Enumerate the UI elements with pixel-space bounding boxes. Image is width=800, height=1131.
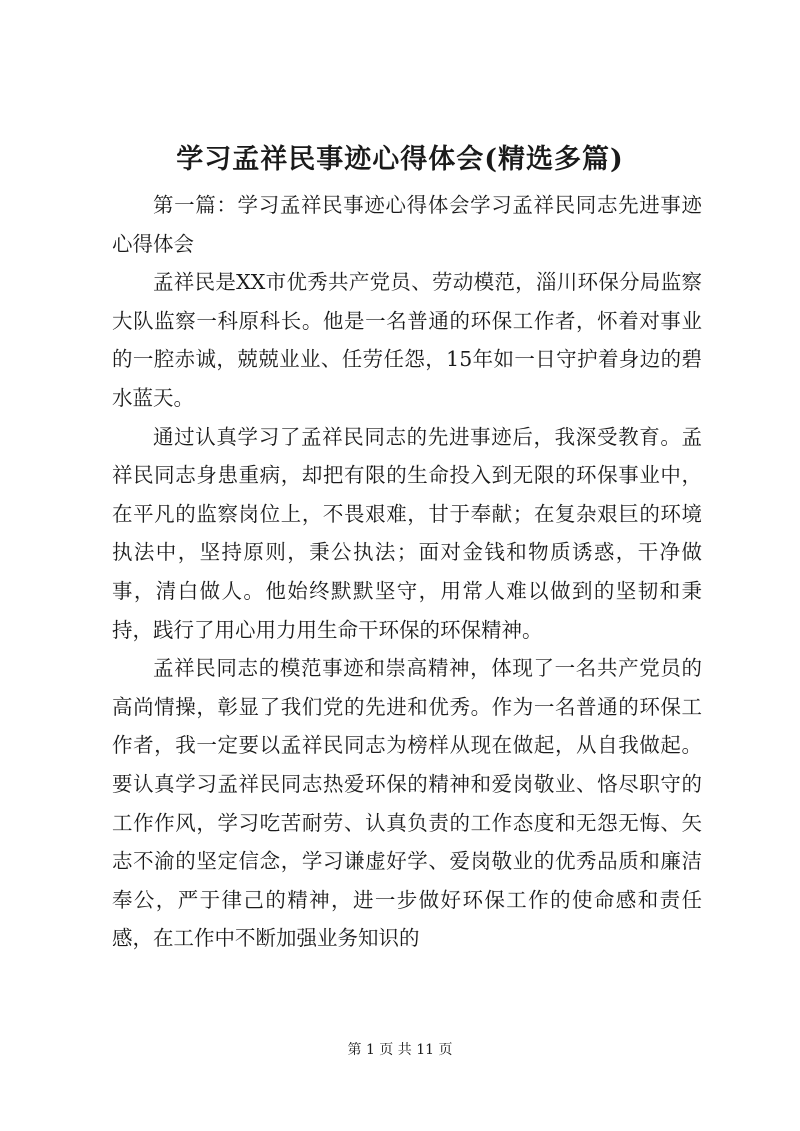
document-title: 学习孟祥民事迹心得体会(精选多篇) bbox=[176, 144, 624, 175]
paragraph: 孟祥民同志的模范事迹和崇高精神，体现了一名共产党员的高尚情操，彰显了我们党的先进和优秀。作为一名普通的环保工作者，我一定要以孟祥民同志为榜样从现在做起，从自我做起。要认真学习孟祥民同志热爱环保的精神和爱岗敬业、恪尽职守的工作作风，学习吃苦耐劳、认真负责的工作态度和无怨无悔、矢志不渝的坚定信念，学习谦虚好学、爱岗敬业的优秀品质和廉洁奉公，严于律己的精神，进一步做好环保工作的使命感和责任感，在工作中不断加强业务知识的 bbox=[112, 656, 702, 951]
paragraph-heading: 第一篇：学习孟祥民事迹心得体会学习孟祥民同志先进事迹心得体会 bbox=[112, 193, 702, 256]
paragraph: 孟祥民是XX市优秀共产党员、劳动模范，淄川环保分局监察大队监察一科原科长。他是一名普通的环保工作者，怀着对事业的一腔赤诚，兢兢业业、任劳任怨，15年如一日守护着身边的碧水蓝天。 bbox=[112, 270, 702, 410]
document-body bbox=[112, 186, 702, 958]
paragraph: 通过认真学习了孟祥民同志的先进事迹后，我深受教育。孟祥民同志身患重病，却把有限的生命投入到无限的环保事业中，在平凡的监察岗位上，不畏艰难，甘于奉献；在复杂艰巨的环境执法中，坚持原则，秉公执法；面对金钱和物质诱惑，干净做事，清白做人。他始终默默坚守，用常人难以做到的坚韧和秉持，践行了用心用力用生命干环保的环保精神。 bbox=[112, 424, 702, 642]
page-number-footer: 第 1 页 共 11 页 bbox=[347, 1042, 453, 1058]
